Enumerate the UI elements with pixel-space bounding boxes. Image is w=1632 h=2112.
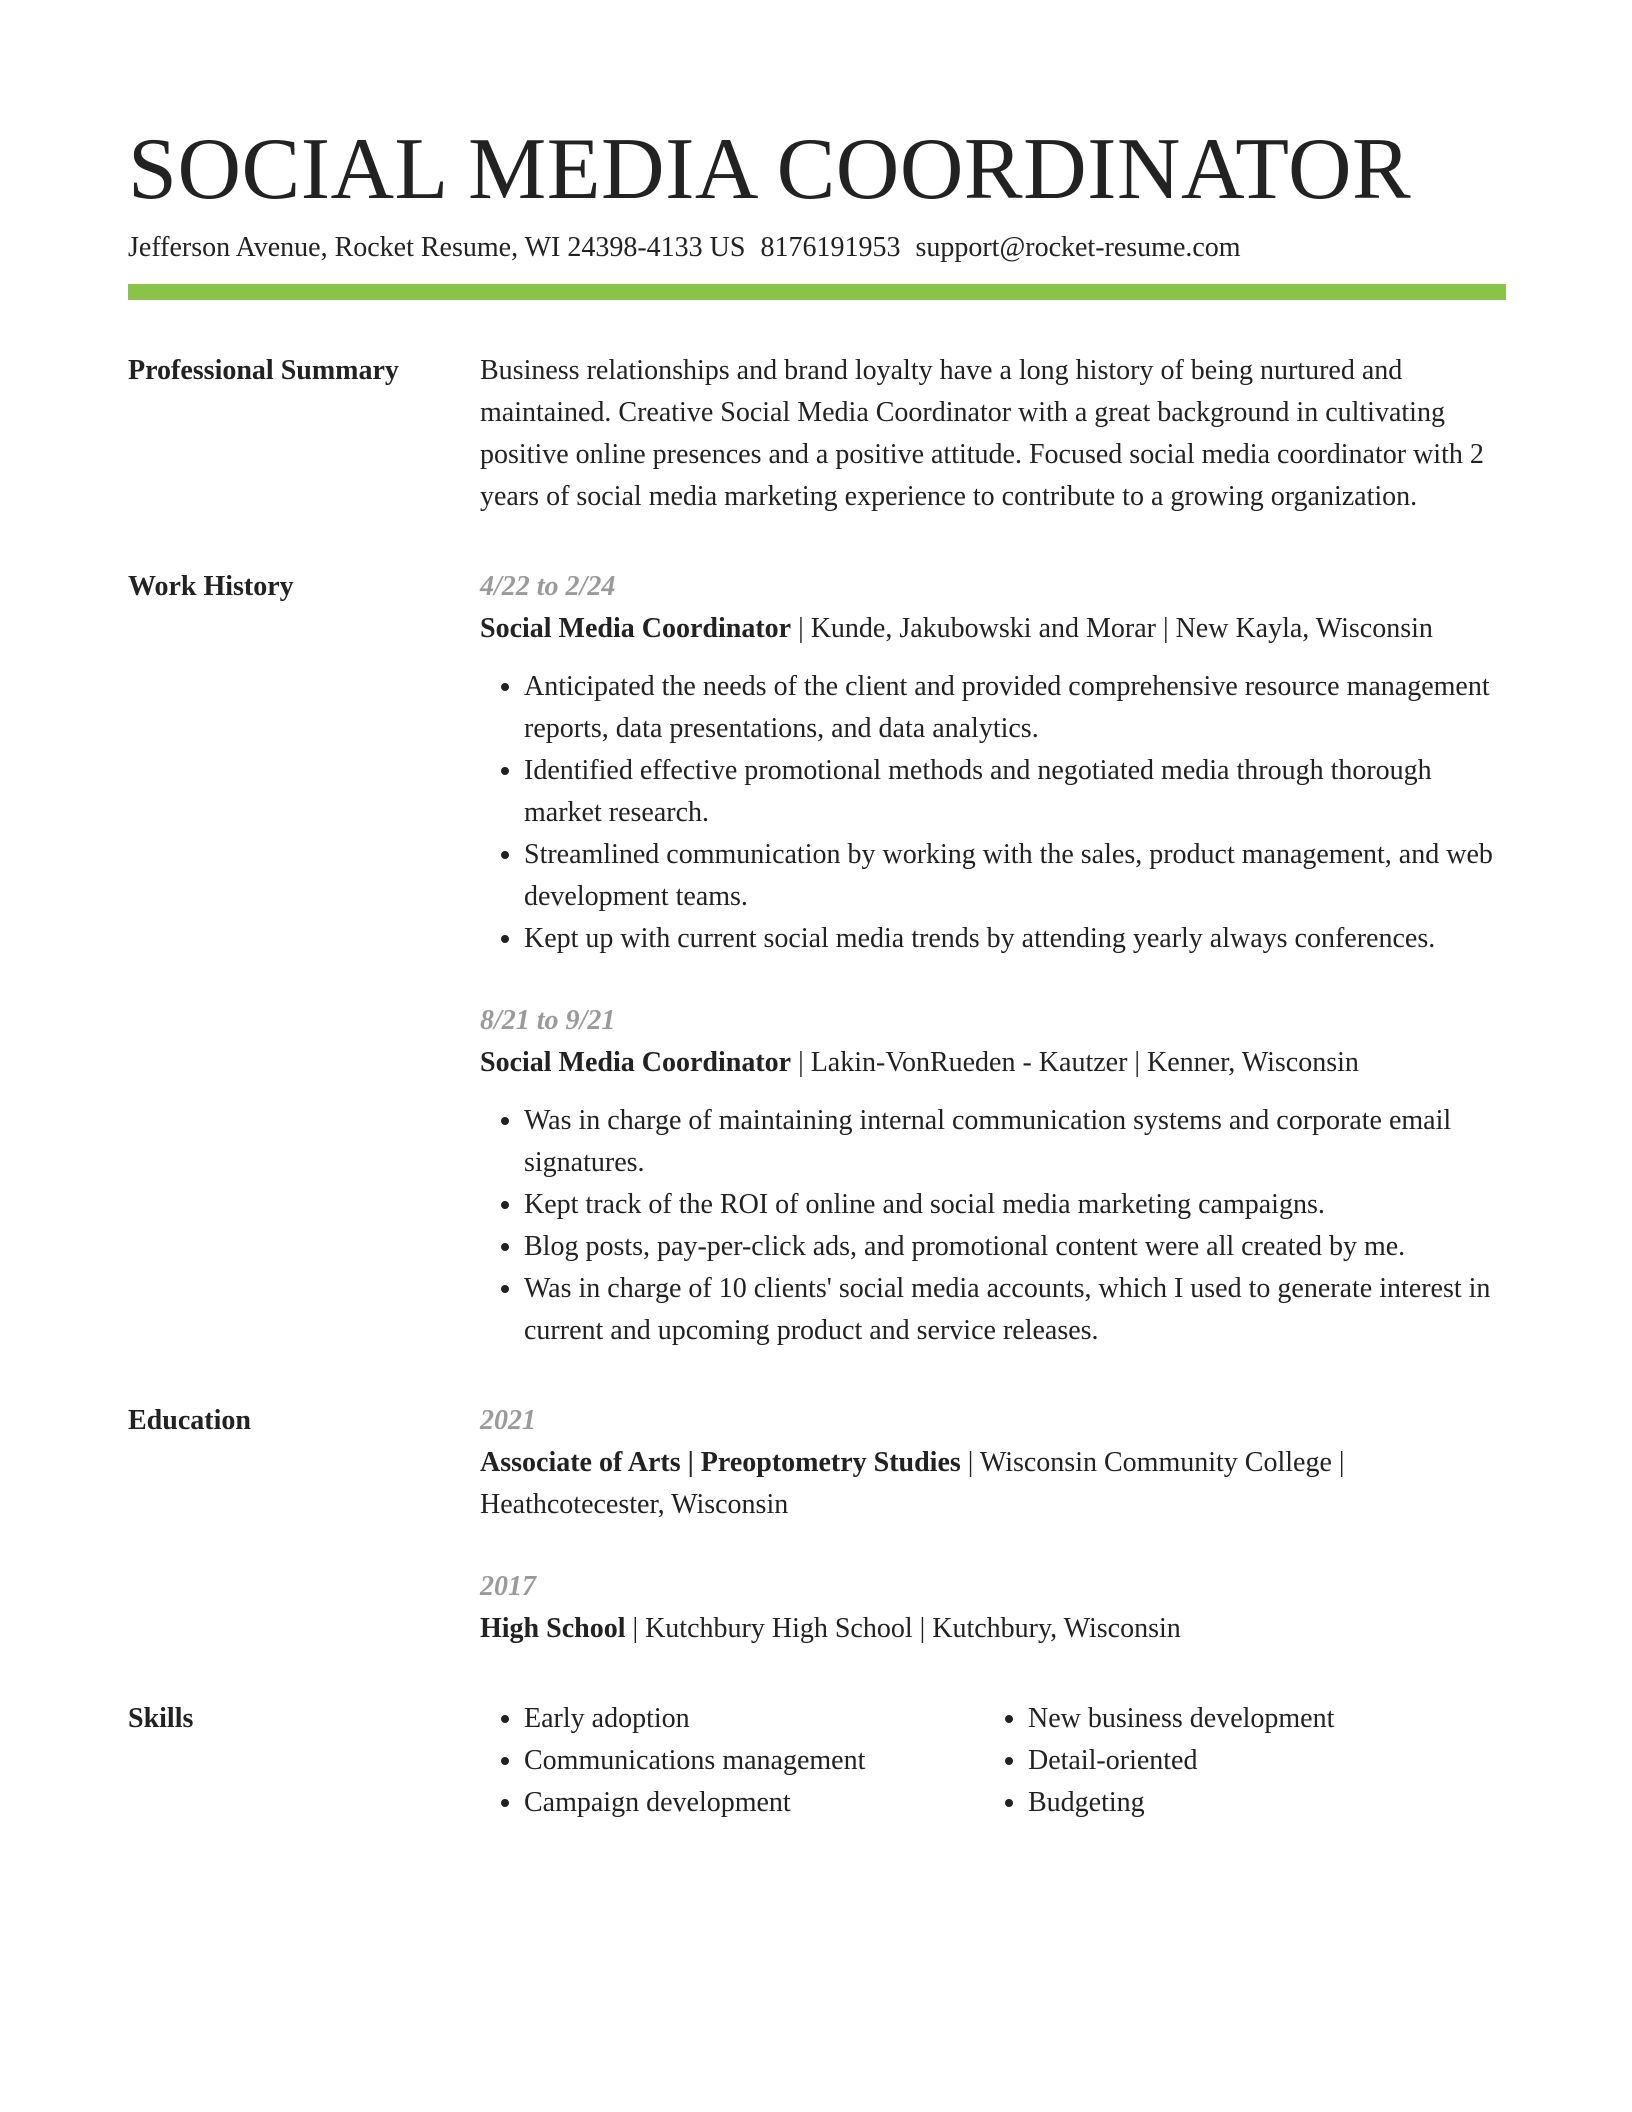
accent-divider bbox=[128, 284, 1506, 300]
list-item: • Identified effective promotional methods and negotiated media through thorough market research. bbox=[524, 750, 1506, 834]
job-details: | Lakin-VonRueden - Kautzer | Kenner, Wisconsin bbox=[791, 1047, 1359, 1078]
list-item: • Kept up with current social media trends by attending yearly always conferences. bbox=[524, 918, 1506, 960]
education-degree: High School bbox=[480, 1613, 626, 1644]
resume-page bbox=[128, 120, 1506, 1824]
summary-text: Business relationships and brand loyalty have a long history of being nurtured and maintained. Creative Social Media Coordinator with a great background in cultivating positive online presences and a positive attitude. Focused social media coordinator with 2 years of social media marketing experience to contribute to a growing organization. bbox=[480, 355, 1484, 512]
skills-list-left bbox=[480, 1698, 984, 1824]
summary-section bbox=[128, 350, 1506, 518]
job-dates: 4/22 to 2/24 bbox=[480, 571, 616, 602]
page-title: SOCIAL MEDIA COORDINATOR bbox=[128, 121, 1412, 218]
section-title-summary: Professional Summary bbox=[128, 355, 399, 386]
education-year: 2017 bbox=[480, 1571, 536, 1602]
list-item: • Blog posts, pay-per-click ads, and promotional content were all created by me. bbox=[524, 1226, 1506, 1268]
education-entry bbox=[480, 1400, 1506, 1526]
contact-email[interactable]: support@rocket-resume.com bbox=[915, 232, 1241, 263]
list-item: • Budgeting bbox=[1028, 1782, 1488, 1824]
section-title-skills: Skills bbox=[128, 1703, 194, 1734]
job-role: Social Media Coordinator bbox=[480, 613, 792, 644]
job-title-line bbox=[480, 608, 1506, 650]
education-entry bbox=[480, 1566, 1506, 1650]
education-section bbox=[128, 1400, 1506, 1650]
job-title-line bbox=[480, 1042, 1506, 1084]
job-entry bbox=[480, 566, 1506, 960]
job-entry bbox=[480, 1000, 1506, 1352]
education-line bbox=[480, 1608, 1506, 1650]
education-degree: Associate of Arts | Preoptometry Studies bbox=[480, 1447, 961, 1478]
contact-phone: 8176191953 bbox=[760, 232, 901, 263]
list-item: • Kept track of the ROI of online and social media marketing campaigns. bbox=[524, 1184, 1506, 1226]
contact-address: Jefferson Avenue, Rocket Resume, WI 24398-4133 US bbox=[128, 232, 746, 263]
skills-section bbox=[128, 1698, 1506, 1824]
job-bullets bbox=[480, 666, 1506, 960]
work-section bbox=[128, 566, 1506, 1352]
list-item: • Anticipated the needs of the client and provided comprehensive resource management reports, data presentations, and data analytics. bbox=[524, 666, 1506, 750]
skills-list-right bbox=[984, 1698, 1488, 1824]
list-item: • Streamlined communication by working with the sales, product management, and web development teams. bbox=[524, 834, 1506, 918]
skills-columns bbox=[480, 1698, 1506, 1824]
list-item: • Early adoption bbox=[524, 1698, 984, 1740]
job-details: | Kunde, Jakubowski and Morar | New Kayla, Wisconsin bbox=[791, 613, 1433, 644]
education-line bbox=[480, 1442, 1506, 1526]
job-dates: 8/21 to 9/21 bbox=[480, 1005, 616, 1036]
list-item: • Was in charge of maintaining internal communication systems and corporate email signatures. bbox=[524, 1100, 1506, 1184]
list-item: • Was in charge of 10 clients' social media accounts, which I used to generate interest in current and upcoming product and service releases. bbox=[524, 1268, 1506, 1352]
list-item: • Communications management bbox=[524, 1740, 984, 1782]
job-role: Social Media Coordinator bbox=[480, 1047, 792, 1078]
education-details: | Kutchbury High School | Kutchbury, Wisconsin bbox=[625, 1613, 1181, 1644]
job-bullets bbox=[480, 1100, 1506, 1352]
section-title-education: Education bbox=[128, 1405, 251, 1436]
list-item: • Campaign development bbox=[524, 1782, 984, 1824]
education-year: 2021 bbox=[480, 1405, 536, 1436]
list-item: • New business development bbox=[1028, 1698, 1488, 1740]
list-item: • Detail-oriented bbox=[1028, 1740, 1488, 1782]
section-title-work: Work History bbox=[128, 571, 294, 602]
contact-line bbox=[128, 230, 1506, 266]
education-details: | Wisconsin Community College | Heathcotecester, Wisconsin bbox=[480, 1447, 1345, 1520]
